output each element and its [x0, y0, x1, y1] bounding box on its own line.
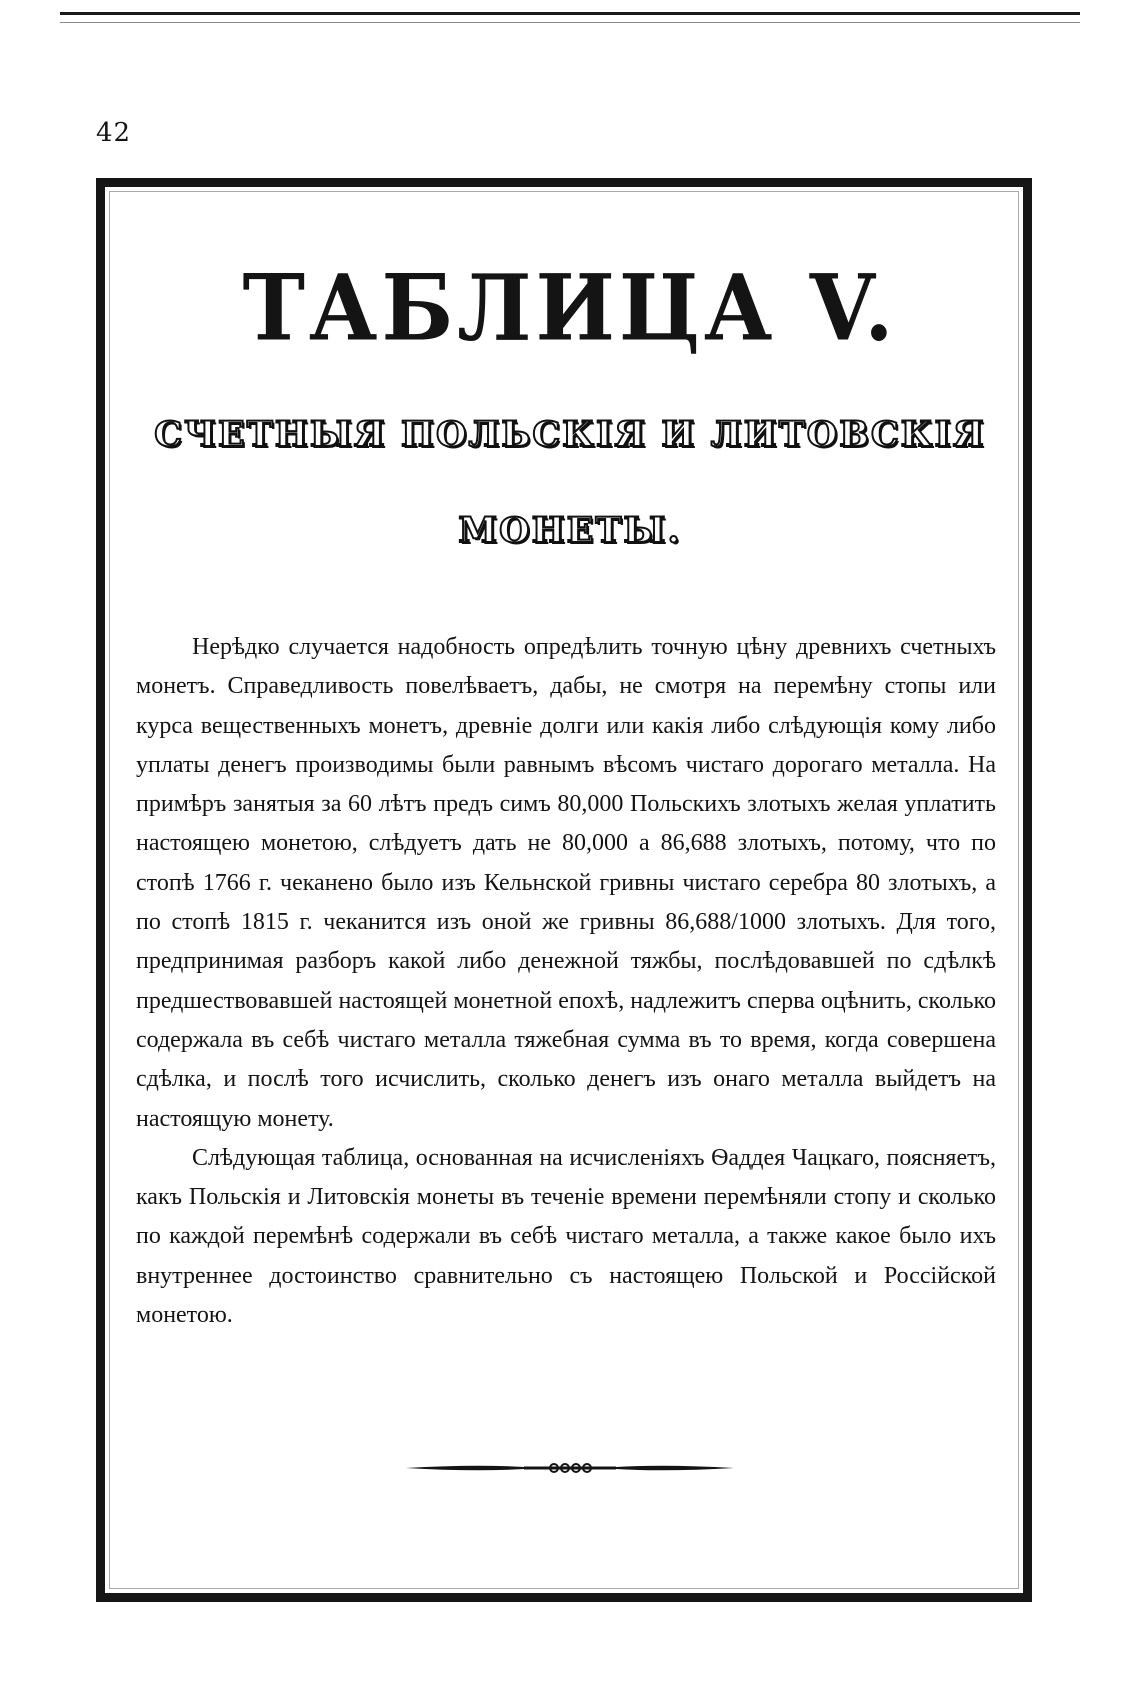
- paragraph-2: Слѣдующая таблица, основанная на исчисленіяхъ Ѳаддея Чацкаго, поясняетъ, какъ Польскія и Литовскія монеты въ теченіе времени перемѣняли стопу и сколько по каждой перемѣнѣ содержали въ себѣ чистаго металла, а также какое было ихъ внутреннее достоинство сравнительно съ настоящею Польской и Россійской монетою.: [136, 1144, 996, 1329]
- page-title: ТАБЛИЦА V.: [242, 254, 898, 361]
- ornament-divider-icon: [404, 1460, 736, 1476]
- top-rule: [60, 12, 1080, 15]
- subtitle-line-1: СЧЕТНЫЯ ПОЛЬСКІЯ И ЛИТОВСКІЯ: [154, 414, 986, 455]
- top-rule-thin: [60, 22, 1080, 23]
- paragraph-1: Нерѣдко случается надобность опредѣлить точную цѣну древнихъ счетныхъ монетъ. Справедливость повелѣваетъ, дабы, не смотря на перемѣну стопы или курса вещественныхъ монетъ, древніе долги или какія либо слѣдующія кому либо уплаты денегъ производимы были равнымъ вѣсомъ чистаго дорогаго металла. На примѣръ занятыя за 60 лѣтъ предъ симъ 80,000 Польскихъ злотыхъ желая уплатить настоящею монетою, слѣдуетъ дать не 80,000 а 86,688 злотыхъ, потому, что по стопѣ 1766 г. чеканено было изъ Кельнской гривны чистаго серебра 80 злотыхъ, а по стопѣ 1815 г. чеканится изъ оной же гривны 86,688/1000 злотыхъ. Для того, предпринимая разборъ какой либо денежной тяжбы, послѣдовавшей по сдѣлкѣ предшествовавшей настоящей монетной епохѣ, надлежитъ сперва оцѣнить, сколько содержала въ себѣ чистаго металла тяжебная сумма въ то время, когда совершена сдѣлка, и послѣ того исчислить, сколько денегъ изъ онаго металла выйдетъ на настоящую монету.: [136, 634, 996, 1132]
- subtitle-line-2: МОНЕТЫ.: [458, 510, 682, 551]
- page-number: 42: [96, 118, 132, 148]
- body-text: [136, 628, 996, 1335]
